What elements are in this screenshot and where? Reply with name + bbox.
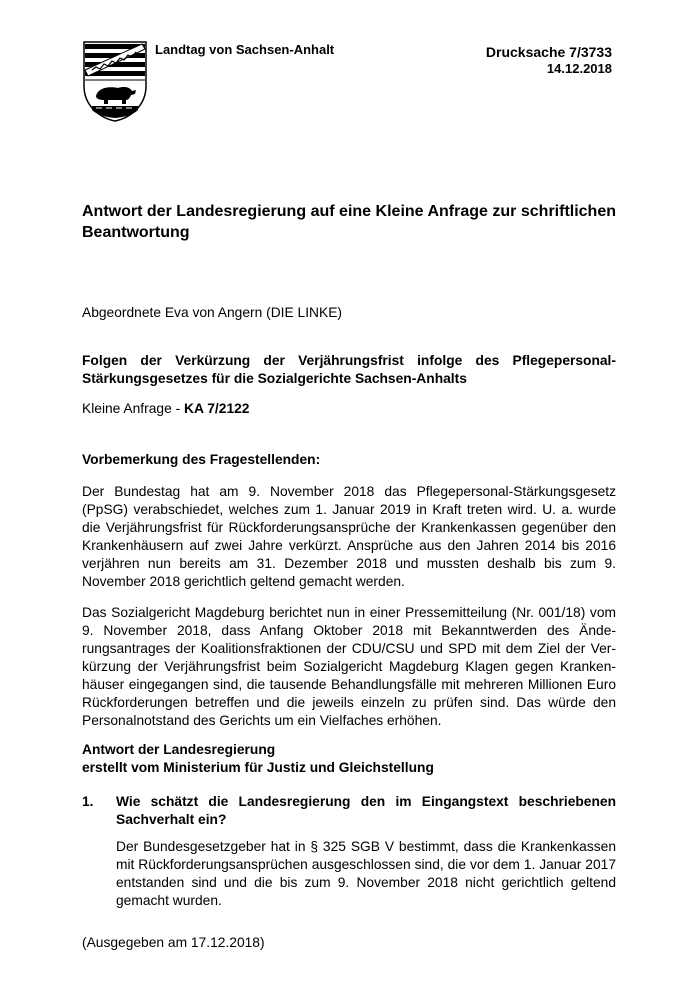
inquiry-subject: Folgen der Verkürzung der Verjährungsfrist infolge des Pflegepersonal-Stärkungsgesetzes für die Sozialgerichte Sachsen-Anhalts <box>82 353 616 386</box>
document-number: Drucksache 7/3733 <box>485 44 612 60</box>
inquiry-label: Kleine Anfrage - <box>82 401 185 416</box>
question-number: 1. <box>82 794 94 809</box>
inquiry-number: KA 7/2122 <box>184 401 250 416</box>
coat-of-arms-icon <box>82 40 148 122</box>
answer-heading <box>82 741 616 777</box>
question-text: Wie schätzt die Landesregierung den im Eingangstext beschriebenen Sachverhalt ein? <box>116 794 616 827</box>
delegate-name: Abgeordnete Eva von Angern (DIE LINKE) <box>82 305 342 320</box>
preliminary-heading: Vorbemerkung des Fragestellenden: <box>82 452 321 467</box>
answer-text: Der Bundesgesetzgeber hat in § 325 SGB V bestimmt, dass die Krankenkassen mit Rückforderungsansprüchen ausgeschlossen sind, die vor dem 1. Januar 2017 entstanden sind und die bis zum 9. November 2018 nicht gerichtlich geltend gemacht wurden. <box>116 839 616 908</box>
document-title: Antwort der Landesregierung auf eine Kleine Anfrage zur schriftlichen Beantwortung <box>82 203 616 241</box>
parliament-name: Landtag von Sachsen-Anhalt <box>155 42 335 57</box>
preliminary-paragraph-1: Der Bundestag hat am 9. November 2018 das Pflegepersonal-Stärkungsgesetz (PpSG) verabschiedet, welches zum 1. Januar 2019 in Kraft treten wird. U. a. wurde die Verjährungsfrist für Rückforderungsansprüche der Krankenkassen gegenüber den Krankenhäusern auf zwei Jahre verkürzt. Ansprüche aus den Jahren 2014 bis 2016 verjähren nun bereits am 31. Dezember 2018 und mussten deshalb bis zum 9. November 2018 gerichtlich geltend gemacht werden. <box>82 484 616 589</box>
document-date: 14.12.2018 <box>546 61 612 76</box>
preliminary-paragraph-2: Das Sozialgericht Magdeburg berichtet nun in einer Pressemitteilung (Nr. 001/18) vom 9. November 2018, dass Anfang Oktober 2018 mit Bekanntwerden des Änderungsantrages der Koalitionsfraktionen der CDU/CSU und SPD mit dem Ziel der Verkürzung der Verjährungsfrist beim Sozialgericht Magdeburg Klagen gegen Krankenhäuser eingegangen sind, die tausende Behandlungsfälle mit mehreren Millionen Euro Rückforderungen betreffen und die jeweils einzeln zu prüfen sind. Das würde den Personalnotstand des Gerichts um ein Vielfaches erhöhen. <box>82 605 616 728</box>
answer-heading-line-1: Antwort der Landesregierung <box>82 742 276 757</box>
issued-date: (Ausgegeben am 17.12.2018) <box>82 935 265 950</box>
inquiry-reference <box>82 400 616 418</box>
answer-heading-line-2: erstellt vom Ministerium für Justiz und Gleichstellung <box>82 760 434 775</box>
